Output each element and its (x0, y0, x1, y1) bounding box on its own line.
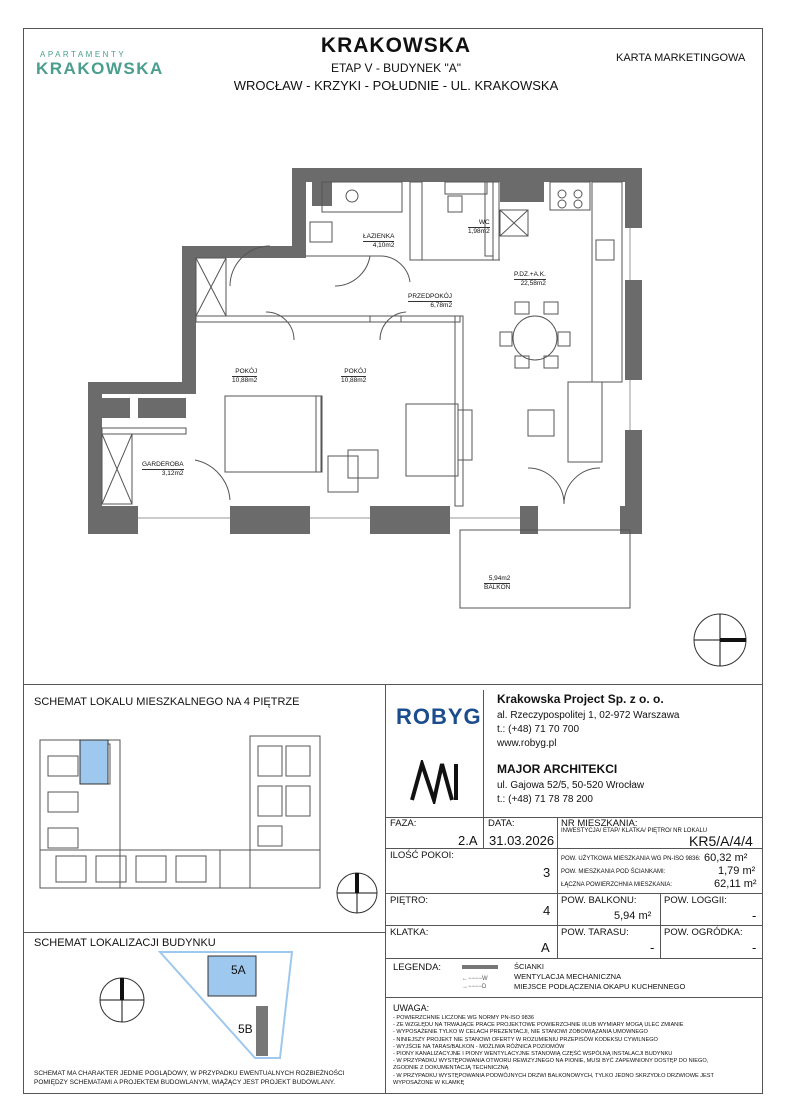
room-label-room-1 (232, 368, 257, 385)
schema-disclaimer: SCHEMAT MA CHARAKTER JEDNIE POGLĄDOWY, W PRZYPADKU EWENTUALNYCH ROZBIEŻNOŚCI POMIĘDZY SCHEMATAMI A PROJEKTEM BUDOWLANYM, WIĄŻĄCY JEST PROJEKT BUDOWLANY. (34, 1070, 345, 1086)
room-area: 22,58m2 (520, 280, 546, 287)
floor-value: 4 (543, 903, 551, 918)
room-area: 6,78m2 (430, 302, 453, 309)
data-label: DATA: (488, 818, 515, 829)
legend-item-hood: MIEJSCE PODŁĄCZENIA OKAPU KUCHENNEGO (514, 982, 686, 991)
legend-item-ventilation: WENTYLACJA MECHANICZNA (514, 972, 622, 981)
room-area: 1,98m2 (468, 228, 490, 235)
building-schema (60, 948, 360, 1078)
section-divider (23, 684, 763, 685)
rooms-label: ILOŚĆ POKOI: (390, 850, 454, 861)
room-label-wc (468, 219, 490, 236)
room-label-hallway (408, 293, 452, 310)
data-value: 31.03.2026 (489, 833, 555, 848)
plan-windows (138, 228, 630, 518)
area-total-value: 62,11 m² (714, 878, 757, 890)
notes-list (393, 1015, 723, 1087)
panel-divider (385, 684, 386, 1094)
room-name: P.DZ.+A.K. (514, 271, 546, 278)
notes-title: UWAGA: (393, 1003, 430, 1013)
loggia-value: - (752, 908, 757, 923)
apartment-schema (36, 732, 336, 902)
table-col-line (483, 817, 484, 848)
terrace-value: - (650, 940, 655, 955)
card-type: KARTA MARKETINGOWA (616, 52, 746, 64)
room-name: POKÓJ (341, 368, 366, 377)
garden-label: POW. OGRÓDKA: (664, 927, 743, 938)
balcony-label: POW. BALKONU: (561, 895, 637, 906)
room-name: BALKON (484, 584, 511, 591)
room-area: 10,88m2 (232, 377, 258, 384)
garden-value: - (752, 940, 757, 955)
room-label-room-2 (341, 368, 366, 385)
room-label-wardrobe (142, 461, 184, 478)
area-walls-label: POW. MIESZKANIA POD ŚCIANKAMI: (561, 869, 666, 875)
developer-address: al. Rzeczypospolitej 1, 02-972 Warszawa (497, 710, 680, 721)
floor-label: PIĘTRO: (390, 895, 429, 906)
table-col-line (660, 893, 661, 958)
nr-value: KR5/A/4/4 (689, 833, 753, 849)
room-label-living-kitchen (514, 271, 546, 288)
brand-logo-big: KRAKOWSKA (36, 59, 164, 78)
room-name: ŁAZIENKA (363, 233, 395, 240)
table-row-line (385, 958, 763, 959)
stair-value: A (541, 940, 550, 955)
room-area: 10,88m2 (341, 377, 367, 384)
legend-ventilation-icon: ←−−−−W →−−−−D (462, 976, 488, 990)
note-item: - ZE WZGLĘDU NA TRWAJĄCE PRACE PROJEKTOWE POWIERZCHNIE I/LUB WYMIARY MOGĄ ULEC ZMIANIE (393, 1022, 684, 1029)
schema-compass-icon (334, 870, 380, 916)
room-area: 3,12m2 (161, 470, 184, 477)
developer-phone: t.: (+48) 71 70 700 (497, 724, 580, 735)
stair-label: KLATKA: (390, 927, 429, 938)
location-title: WROCŁAW - KRZYKI - POŁUDNIE - UL. KRAKOWSKA (233, 78, 559, 93)
building-schema-title: SCHEMAT LOKALIZACJI BUDYNKU (34, 937, 216, 949)
compass-icon (690, 610, 750, 670)
nr-sublabel: INWESTYCJA/ ETAP/ KLATKA/ PIĘTRO/ NR LOKALU (561, 828, 708, 834)
note-item: - WYPOSAŻENIE TYLKO W CELACH PREZENTACJI, NIE STANOWI ZOBOWIĄZANIA UMOWNEGO (393, 1029, 648, 1036)
table-col-line (557, 817, 558, 958)
room-name: PRZEDPOKÓJ (408, 293, 453, 300)
legend-wall-swatch (462, 965, 498, 969)
room-area: 4,10m2 (372, 242, 395, 249)
rooms-value: 3 (543, 865, 551, 880)
area-total-label: ŁĄCZNA POWIERZCHNIA MIESZKANIA: (561, 882, 673, 888)
balcony-value: 5,94 m² (614, 910, 652, 922)
stage-title: ETAP V - BUDYNEK "A" (330, 61, 462, 75)
robyg-logo: ROBYG (396, 704, 482, 729)
architect-phone: t.: (+48) 71 78 78 200 (497, 794, 593, 805)
note-item: - NINIEJSZY PROJEKT NIE STANOWI OFERTY W ROZUMIENIU PRZEPISÓW KODEKSU CYWILNEGO (393, 1036, 658, 1043)
building-label-a: 5A (231, 963, 246, 977)
room-label-balcony (484, 575, 510, 592)
notes-divider (385, 997, 763, 998)
schema-divider (23, 932, 385, 933)
apartment-highlight (80, 740, 108, 784)
area-use-label: POW. UŻYTKOWA MIESZKANIA WG PN-ISO 9836: (561, 856, 701, 862)
brand-logo-small: APARTAMENTY (40, 50, 127, 59)
apartment-schema-title: SCHEMAT LOKALU MIESZKALNEGO NA 4 PIĘTRZE (34, 696, 300, 708)
legend-symbol-w: W (482, 976, 488, 982)
major-architekci-logo (408, 760, 464, 804)
note-item: - W PRZYPADKU WYSTĘPOWANIA PODWÓJNYCH DRZWI BALKONOWYCH, TYLKO JEDNO SKRZYDŁO DRZWIOWE JEST WYPOSAŻONE W KLAMKĘ (393, 1072, 714, 1086)
architect-address: ul. Gajowa 52/5, 50-520 Wrocław (497, 780, 645, 791)
page-title: KRAKOWSKA (320, 34, 472, 57)
legend-symbol-d: D (482, 984, 487, 990)
floor-plan (80, 160, 680, 620)
building-label-b: 5B (238, 1022, 253, 1036)
note-item: - POWIERZCHNIE LICZONE WG NORMY PN-ISO 9836 (393, 1015, 535, 1021)
developer-name: Krakowska Project Sp. z o. o. (497, 692, 664, 706)
room-area: 5,94m2 (484, 575, 510, 584)
faza-value: 2.A (458, 833, 478, 848)
table-row-line (385, 925, 763, 926)
room-name: POKÓJ (232, 368, 257, 377)
room-label-bathroom (363, 233, 394, 250)
note-item: - WYJŚCIE NA TARAS/BALKON - MOŻLIWA RÓŻNICA POZIOMÓW (393, 1043, 565, 1050)
area-walls-value: 1,79 m² (718, 865, 756, 877)
architect-name: MAJOR ARCHITEKCI (497, 762, 618, 776)
note-item: - W PRZYPADKU WYSTĘPOWANIA OTWORU REWIZYJNEGO NA PIONIE, MUSI BYĆ ZAPEWNIONY DOSTĘP DO NIEGO, ZGODNIE Z DOKUMENTACJĄ TECHNICZNĄ (393, 1058, 709, 1072)
legend-item-walls: ŚCIANKI (514, 962, 545, 971)
note-item: - PIONY KANALIZACYJNE I PIONY WENTYLACYJNE STANOWIĄ CZĘŚĆ WSPÓLNĄ INSTALACJI BUDYNKU (393, 1051, 673, 1058)
legend-title: LEGENDA: (393, 962, 442, 973)
nr-label: NR MIESZKANIA: (561, 818, 638, 829)
area-use-value: 60,32 m² (704, 852, 748, 864)
room-name: GARDEROBA (142, 461, 184, 468)
terrace-label: POW. TARASU: (561, 927, 629, 938)
plan-walls (88, 168, 642, 534)
developer-web: www.robyg.pl (497, 738, 557, 749)
room-name: WC (468, 219, 490, 228)
loggia-label: POW. LOGGII: (664, 895, 727, 906)
logo-divider (483, 690, 484, 818)
table-row-line (385, 893, 763, 894)
faza-label: FAZA: (390, 818, 417, 829)
